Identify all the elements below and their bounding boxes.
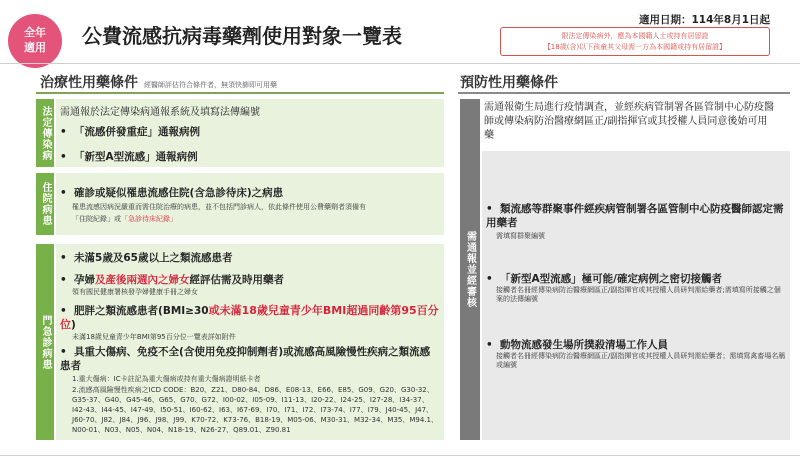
badge-line1: 全年 (24, 26, 46, 39)
outpatient-item-4-note-1: 1.重大傷病：IC卡註記為重大傷病或持有重大傷病證明紙卡者 (72, 375, 261, 383)
outpatient-item-2-note: 領有國民健康署核發孕婦健康手冊之婦女 (72, 288, 198, 296)
footer-divider (0, 455, 800, 456)
category-legal-disease: 法定傳染病 (36, 99, 54, 167)
notice-line1: 限法定傳染病外，應為本國籍人士或持有居留證 (561, 32, 709, 40)
outpatient-item-4-note-2: 2.流感高風險慢性疾病之ICD CODE：B20、Z21、D80-84、D86、E08-13、E66、E85、G09、G20、G30-32、G35-37、G40、G45-46、G65、G70、G72、I00-02、I05-09、I11-13、I20-22、I24-25、I27-28、I34-37、I42-43、I44-45、I47-49、I50-51、I60-62、I63、I67-69、I70、I71、I72、I73-74、I77、I79、J40-45、J47、J60-70、J82、J84、J96、J98、J99、K70-72、K73-76、B18-19、M05-06、M30-31、M32-34、M35、M94.1、N00-01、N03、N05、N04、N18-19、N26-27、Q89.01、Z90.81 (72, 386, 438, 434)
outpatient-item-3-note: 未滿18歲兒童青少年BMI第95百分位一覽表詳如附件 (72, 333, 236, 341)
badge-line2: 適用 (24, 41, 46, 54)
notice-line2: 【18歲(含)以下孩童其父母需一方為本國籍或持有居留證】 (543, 43, 727, 51)
page-title: 公費流感抗病毒藥劑使用對象一覽表 (82, 24, 402, 48)
treatment-subtitle: 經醫師評估符合條件者，無須快篩即可用藥 (144, 81, 277, 89)
prevention-intro: 需通報衛生局進行疫情調查，並經疾病管制署各區管制中心防疫醫師或傳染病防治醫療網區正/副指揮官或其授權人員同意後始可用藥 (484, 102, 774, 141)
nationality-notice (500, 27, 770, 56)
category-report-review: 需通報並經審核 (460, 99, 480, 440)
prevention-panel (482, 99, 790, 440)
inpatient-panel (56, 173, 444, 235)
prevention-item-3-note: 接觸者名冊經傳染病防治醫療網區正/副指揮官或其授權人員研判需給藥者；需填寫禽畜場名稱或編號 (496, 352, 786, 369)
prevention-item-2-note: 接觸者名冊經傳染病防治醫療網區正/副指揮官或其授權人員研判需給藥者;需填寫所接觸之個案的法傳編號 (496, 286, 781, 303)
inpatient-note-1: 罹患流感因病況嚴重而需住院治療的病患，並不包括門診病人，依此條件使用公費藥劑者須備有 (72, 203, 366, 211)
outpatient-item-4: • 具重大傷病、免疫不全(含使用免疫抑制劑者)或流感高風險慢性疾病之類流感患者 (60, 346, 431, 372)
inpatient-item: • 確診或疑似罹患流感住院(含急診待床)之病患 (60, 187, 284, 199)
inpatient-note-2: 「住院紀錄」或「急診待床紀錄」 (72, 215, 177, 223)
outpatient-panel (56, 244, 444, 440)
legal-disease-panel (56, 99, 444, 167)
legal-item-1: • 「流感併發重症」通報病例 (60, 126, 201, 138)
category-inpatient: 住院病患 (36, 173, 54, 235)
treatment-title-line (36, 92, 444, 94)
prevention-section-title: 預防性用藥條件 (460, 75, 558, 91)
legal-intro: 需通報於法定傳染病通報系統及填寫法傳編號 (60, 107, 260, 118)
outpatient-item-1: • 未滿5歲及65歲以上之類流感患者 (60, 252, 233, 264)
prevention-intro-box (482, 99, 790, 151)
prevention-item-1: • 類流感等群聚事件經疾病管制署各區管制中心防疫醫師認定需用藥者 (486, 203, 784, 229)
category-outpatient: 門急診病患 (36, 244, 54, 440)
prevention-item-3: • 動物流感發生場所撲殺清場工作人員 (486, 339, 669, 351)
prevention-title-line (458, 92, 790, 94)
treatment-title: 治療性用藥條件 (40, 75, 138, 91)
outpatient-item-2: • 孕婦及產後兩週內之婦女經評估需及時用藥者 (60, 274, 285, 286)
outpatient-item-3: • 肥胖之類流感患者(BMI≥30或未滿18歲兒童青少年BMI超過同齡第95百分位) (60, 304, 439, 331)
year-round-badge (8, 14, 62, 68)
header-divider (0, 63, 800, 64)
legal-item-2: • 「新型A型流感」通報病例 (60, 151, 198, 163)
treatment-section-title (40, 72, 277, 92)
prevention-item-2: • 「新型A型流感」極可能/確定病例之密切接觸者 (486, 273, 722, 285)
effective-date: 適用日期：114年8月1日起 (638, 14, 770, 26)
prevention-item-1-note: 需填寫群聚編號 (496, 232, 545, 240)
